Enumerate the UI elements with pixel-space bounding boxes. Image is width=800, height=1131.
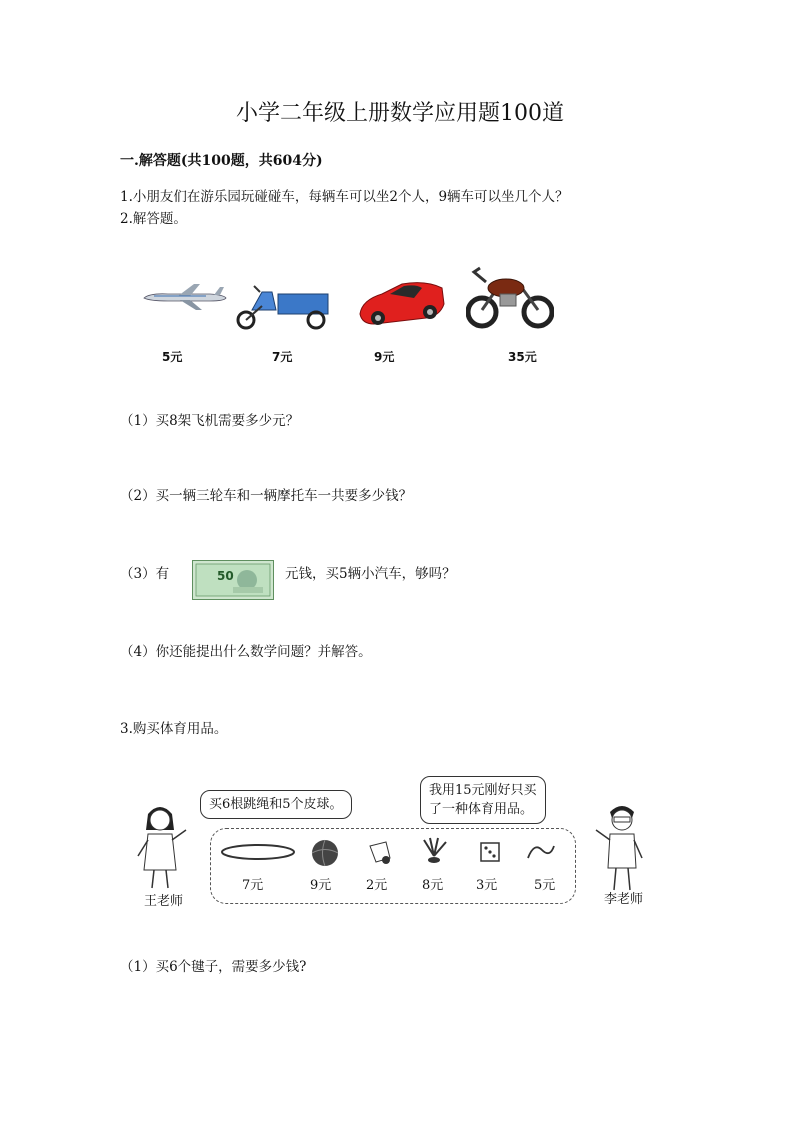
hoop-icon bbox=[220, 842, 296, 862]
wang-name-label: 王老师 bbox=[144, 894, 184, 909]
tricycle-icon bbox=[232, 282, 332, 330]
shuttlecock-price: 2元 bbox=[366, 878, 388, 893]
question-2-sub-4: （4）你还能提出什么数学问题？并解答。 bbox=[120, 644, 372, 660]
wang-speech-bubble bbox=[200, 790, 352, 819]
banknote-image bbox=[192, 560, 274, 600]
teacher-wang-figure bbox=[130, 800, 190, 890]
question-2-sub-3-suffix: 元钱，买5辆小汽车，够吗？ bbox=[285, 566, 456, 582]
jump-rope-price: 5元 bbox=[534, 878, 556, 893]
li-speech-bubble bbox=[420, 776, 546, 824]
jump-rope-icon bbox=[524, 840, 558, 864]
question-3-title: 3.购买体育用品。 bbox=[120, 721, 228, 737]
shuttlecock-icon bbox=[366, 840, 394, 866]
tricycle-price: 7元 bbox=[272, 350, 293, 364]
question-2-sub-2: （2）买一辆三轮车和一辆摩托车一共要多少钱？ bbox=[120, 488, 413, 504]
li-name-label: 李老师 bbox=[604, 892, 644, 907]
dice-price: 3元 bbox=[476, 878, 498, 893]
dice-icon bbox=[478, 840, 502, 864]
question-2-sub-3-prefix: （3）有 bbox=[120, 566, 170, 582]
section-heading: 一.解答题(共100题，共604分) bbox=[120, 153, 323, 169]
airplane-icon bbox=[140, 282, 230, 312]
hoop-price: 7元 bbox=[242, 878, 264, 893]
sports-goods-illustration bbox=[120, 770, 680, 920]
jianzi-price: 8元 bbox=[422, 878, 444, 893]
question-2-title: 2.解答题。 bbox=[120, 211, 187, 227]
jianzi-icon bbox=[418, 836, 450, 866]
teacher-li-figure bbox=[592, 800, 652, 892]
sports-car-icon bbox=[356, 274, 448, 330]
li-speech-line-1: 我用15元刚好只买 bbox=[429, 783, 537, 798]
li-speech-line-2: 了一种体育用品。 bbox=[429, 802, 534, 817]
wang-speech-text: 买6根跳绳和5个皮球。 bbox=[209, 797, 343, 812]
motorcycle-price: 35元 bbox=[508, 350, 537, 364]
question-2-sub-1: （1）买8架飞机需要多少元？ bbox=[120, 413, 300, 429]
page-title: 小学二年级上册数学应用题100道 bbox=[236, 101, 564, 126]
sports-car-price: 9元 bbox=[374, 350, 395, 364]
airplane-price: 5元 bbox=[162, 350, 183, 364]
ball-price: 9元 bbox=[310, 878, 332, 893]
question-1: 1.小朋友们在游乐园玩碰碰车，每辆车可以坐2个人，9辆车可以坐几个人？ bbox=[120, 189, 569, 205]
banknote-value: 50 bbox=[217, 569, 234, 583]
motorcycle-icon bbox=[466, 262, 554, 330]
ball-icon bbox=[310, 838, 340, 868]
question-3-sub-1: （1）买6个毽子，需要多少钱? bbox=[120, 959, 307, 975]
